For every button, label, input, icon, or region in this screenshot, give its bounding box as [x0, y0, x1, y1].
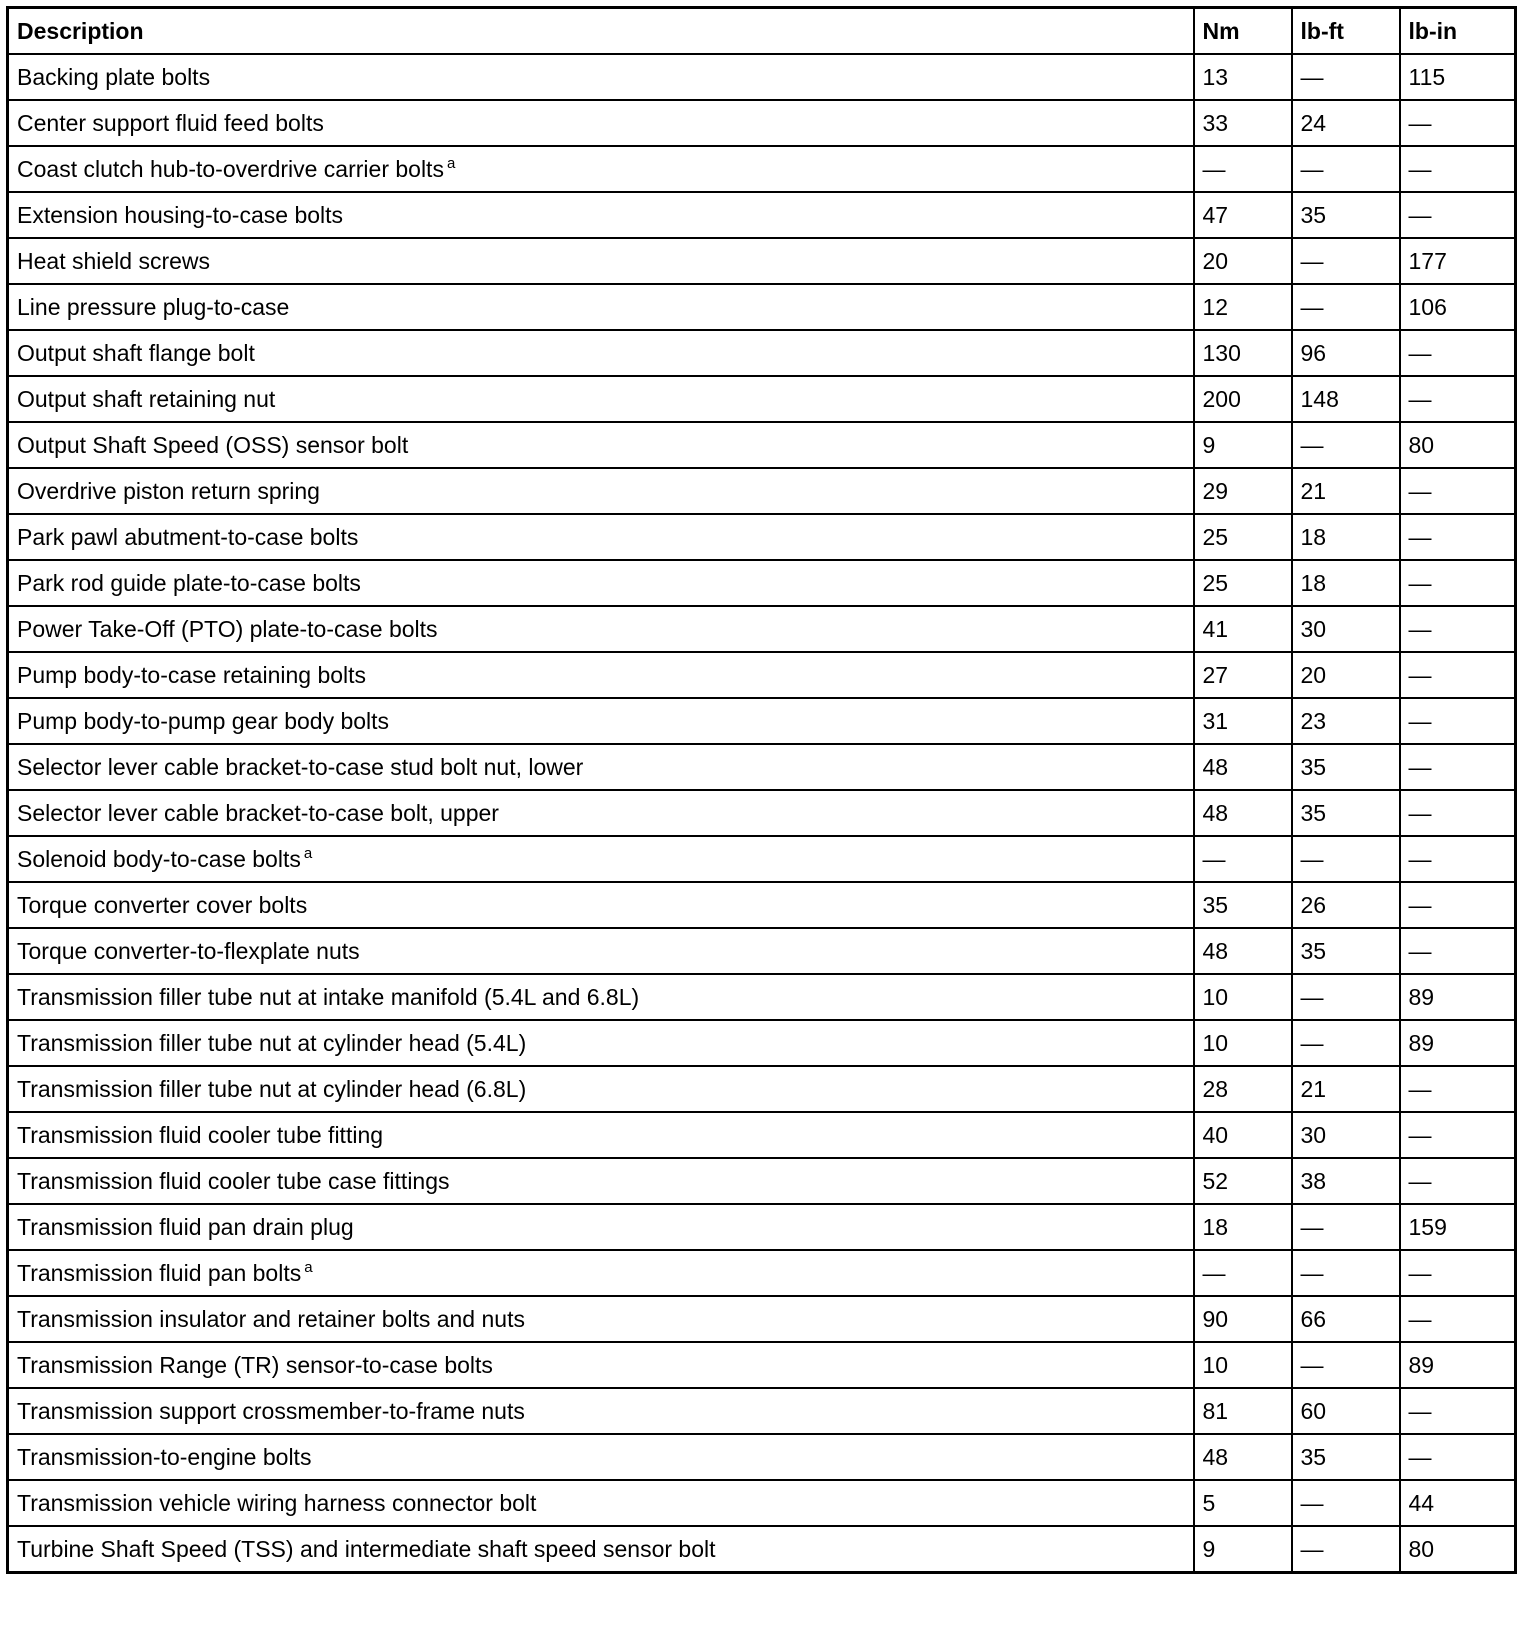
header-description: Description — [8, 8, 1194, 55]
description-cell — [8, 1204, 1194, 1250]
description-text: Overdrive piston return spring — [17, 478, 320, 504]
nm-cell: 5 — [1194, 1480, 1292, 1526]
description-text: Torque converter cover bolts — [17, 892, 308, 918]
nm-cell: 33 — [1194, 100, 1292, 146]
table-row — [8, 1296, 1516, 1342]
table-row — [8, 1204, 1516, 1250]
description-text: Transmission insulator and retainer bolts and nuts — [17, 1306, 525, 1332]
table-row — [8, 284, 1516, 330]
description-cell — [8, 146, 1194, 192]
header-nm: Nm — [1194, 8, 1292, 55]
lb-ft-cell: 30 — [1292, 1112, 1400, 1158]
description-text: Transmission vehicle wiring harness connector bolt — [17, 1490, 537, 1516]
table-row — [8, 836, 1516, 882]
lb-in-cell: — — [1400, 560, 1516, 606]
description-text: Transmission fluid pan bolts — [17, 1260, 302, 1286]
description-cell — [8, 330, 1194, 376]
header-lb-in: lb-in — [1400, 8, 1516, 55]
description-cell — [8, 1388, 1194, 1434]
nm-cell: 28 — [1194, 1066, 1292, 1112]
lb-in-cell: 89 — [1400, 1020, 1516, 1066]
lb-ft-cell: 60 — [1292, 1388, 1400, 1434]
torque-spec-table — [6, 6, 1517, 1574]
table-row — [8, 1158, 1516, 1204]
nm-cell: — — [1194, 1250, 1292, 1296]
table-row — [8, 790, 1516, 836]
nm-cell: 40 — [1194, 1112, 1292, 1158]
description-text: Pump body-to-pump gear body bolts — [17, 708, 390, 734]
nm-cell: — — [1194, 146, 1292, 192]
table-row — [8, 146, 1516, 192]
table-row — [8, 422, 1516, 468]
table-row — [8, 1434, 1516, 1480]
nm-cell: 10 — [1194, 1342, 1292, 1388]
lb-in-cell: — — [1400, 882, 1516, 928]
lb-in-cell: — — [1400, 1158, 1516, 1204]
lb-ft-cell: — — [1292, 1204, 1400, 1250]
lb-ft-cell: 26 — [1292, 882, 1400, 928]
table-row — [8, 330, 1516, 376]
lb-in-cell: 106 — [1400, 284, 1516, 330]
lb-in-cell: — — [1400, 1434, 1516, 1480]
lb-in-cell: — — [1400, 376, 1516, 422]
nm-cell: 130 — [1194, 330, 1292, 376]
description-cell — [8, 1250, 1194, 1296]
lb-in-cell: — — [1400, 1112, 1516, 1158]
header-row — [8, 8, 1516, 55]
description-text: Power Take-Off (PTO) plate-to-case bolts — [17, 616, 438, 642]
description-text: Transmission fluid cooler tube case fittings — [17, 1168, 450, 1194]
lb-in-cell: — — [1400, 698, 1516, 744]
description-text: Transmission-to-engine bolts — [17, 1444, 312, 1470]
lb-in-cell: 80 — [1400, 422, 1516, 468]
lb-in-cell: — — [1400, 744, 1516, 790]
lb-ft-cell: 20 — [1292, 652, 1400, 698]
description-text: Coast clutch hub-to-overdrive carrier bolts — [17, 156, 444, 182]
nm-cell: 10 — [1194, 1020, 1292, 1066]
nm-cell: 9 — [1194, 422, 1292, 468]
lb-in-cell: 177 — [1400, 238, 1516, 284]
table-row — [8, 468, 1516, 514]
description-cell — [8, 1342, 1194, 1388]
lb-in-cell: — — [1400, 1388, 1516, 1434]
nm-cell: 52 — [1194, 1158, 1292, 1204]
description-cell — [8, 744, 1194, 790]
nm-cell: 18 — [1194, 1204, 1292, 1250]
lb-ft-cell: 18 — [1292, 514, 1400, 560]
description-cell — [8, 606, 1194, 652]
lb-ft-cell: — — [1292, 54, 1400, 100]
description-text: Center support fluid feed bolts — [17, 110, 324, 136]
nm-cell: 90 — [1194, 1296, 1292, 1342]
description-text: Solenoid body-to-case bolts — [17, 846, 301, 872]
lb-ft-cell: — — [1292, 1342, 1400, 1388]
lb-in-cell: — — [1400, 836, 1516, 882]
table-row — [8, 1066, 1516, 1112]
description-cell — [8, 1066, 1194, 1112]
lb-ft-cell: 35 — [1292, 744, 1400, 790]
description-text: Turbine Shaft Speed (TSS) and intermediate shaft speed sensor bolt — [17, 1536, 716, 1562]
nm-cell: 48 — [1194, 744, 1292, 790]
lb-ft-cell: 30 — [1292, 606, 1400, 652]
lb-in-cell: — — [1400, 192, 1516, 238]
nm-cell: 48 — [1194, 1434, 1292, 1480]
nm-cell: 41 — [1194, 606, 1292, 652]
nm-cell: 29 — [1194, 468, 1292, 514]
lb-in-cell: — — [1400, 790, 1516, 836]
nm-cell: 47 — [1194, 192, 1292, 238]
description-cell — [8, 192, 1194, 238]
table-header — [8, 8, 1516, 55]
lb-in-cell: 80 — [1400, 1526, 1516, 1573]
table-row — [8, 1388, 1516, 1434]
nm-cell: 35 — [1194, 882, 1292, 928]
description-text: Extension housing-to-case bolts — [17, 202, 344, 228]
lb-in-cell: — — [1400, 1296, 1516, 1342]
description-text: Transmission fluid pan drain plug — [17, 1214, 354, 1240]
description-text: Transmission Range (TR) sensor-to-case bolts — [17, 1352, 493, 1378]
table-row — [8, 1480, 1516, 1526]
lb-ft-cell: — — [1292, 146, 1400, 192]
table-row — [8, 974, 1516, 1020]
nm-cell: 13 — [1194, 54, 1292, 100]
description-text: Line pressure plug-to-case — [17, 294, 290, 320]
table-body — [8, 54, 1516, 1573]
description-text: Backing plate bolts — [17, 64, 211, 90]
nm-cell: 25 — [1194, 514, 1292, 560]
table-row — [8, 514, 1516, 560]
lb-ft-cell: — — [1292, 836, 1400, 882]
lb-ft-cell: — — [1292, 1526, 1400, 1573]
table-row — [8, 376, 1516, 422]
lb-ft-cell: 23 — [1292, 698, 1400, 744]
lb-ft-cell: 35 — [1292, 790, 1400, 836]
lb-in-cell: — — [1400, 100, 1516, 146]
description-cell — [8, 560, 1194, 606]
lb-in-cell: — — [1400, 330, 1516, 376]
description-text: Output Shaft Speed (OSS) sensor bolt — [17, 432, 409, 458]
footnote-marker: a — [446, 155, 456, 173]
description-text: Torque converter-to-flexplate nuts — [17, 938, 360, 964]
table-row — [8, 698, 1516, 744]
description-text: Transmission filler tube nut at cylinder head (5.4L) — [17, 1030, 527, 1056]
lb-in-cell: — — [1400, 652, 1516, 698]
table-row — [8, 238, 1516, 284]
lb-ft-cell: 21 — [1292, 468, 1400, 514]
description-cell — [8, 514, 1194, 560]
description-text: Selector lever cable bracket-to-case bolt, upper — [17, 800, 499, 826]
lb-in-cell: — — [1400, 928, 1516, 974]
lb-ft-cell: 18 — [1292, 560, 1400, 606]
table-row — [8, 100, 1516, 146]
lb-ft-cell: 21 — [1292, 1066, 1400, 1112]
lb-ft-cell: 35 — [1292, 192, 1400, 238]
table-row — [8, 1342, 1516, 1388]
lb-in-cell: 115 — [1400, 54, 1516, 100]
nm-cell: 31 — [1194, 698, 1292, 744]
lb-ft-cell: 66 — [1292, 1296, 1400, 1342]
lb-ft-cell: — — [1292, 1250, 1400, 1296]
description-cell — [8, 1480, 1194, 1526]
lb-in-cell: — — [1400, 146, 1516, 192]
description-text: Selector lever cable bracket-to-case stud bolt nut, lower — [17, 754, 584, 780]
description-text: Transmission fluid cooler tube fitting — [17, 1122, 384, 1148]
description-cell — [8, 1158, 1194, 1204]
lb-ft-cell: — — [1292, 284, 1400, 330]
nm-cell: 9 — [1194, 1526, 1292, 1573]
description-text: Park pawl abutment-to-case bolts — [17, 524, 359, 550]
description-cell — [8, 928, 1194, 974]
description-cell — [8, 652, 1194, 698]
lb-in-cell: — — [1400, 468, 1516, 514]
table-row — [8, 1112, 1516, 1158]
table-row — [8, 560, 1516, 606]
description-cell — [8, 974, 1194, 1020]
description-text: Output shaft flange bolt — [17, 340, 255, 366]
lb-ft-cell: 24 — [1292, 100, 1400, 146]
description-cell — [8, 836, 1194, 882]
description-cell — [8, 100, 1194, 146]
description-cell — [8, 54, 1194, 100]
lb-in-cell: 89 — [1400, 974, 1516, 1020]
nm-cell: 12 — [1194, 284, 1292, 330]
table-row — [8, 1526, 1516, 1573]
table-row — [8, 928, 1516, 974]
table-row — [8, 606, 1516, 652]
description-text: Pump body-to-case retaining bolts — [17, 662, 367, 688]
description-text: Transmission filler tube nut at intake manifold (5.4L and 6.8L) — [17, 984, 640, 1010]
lb-in-cell: — — [1400, 1066, 1516, 1112]
lb-in-cell: 159 — [1400, 1204, 1516, 1250]
description-cell — [8, 376, 1194, 422]
table-row — [8, 192, 1516, 238]
nm-cell: 20 — [1194, 238, 1292, 284]
lb-ft-cell: — — [1292, 1020, 1400, 1066]
description-text: Output shaft retaining nut — [17, 386, 276, 412]
table-row — [8, 652, 1516, 698]
description-cell — [8, 790, 1194, 836]
lb-ft-cell: 96 — [1292, 330, 1400, 376]
description-cell — [8, 882, 1194, 928]
nm-cell: 48 — [1194, 928, 1292, 974]
lb-in-cell: — — [1400, 606, 1516, 652]
lb-ft-cell: 35 — [1292, 1434, 1400, 1480]
description-cell — [8, 1020, 1194, 1066]
description-cell — [8, 238, 1194, 284]
nm-cell: 25 — [1194, 560, 1292, 606]
description-cell — [8, 284, 1194, 330]
description-cell — [8, 1526, 1194, 1573]
description-text: Heat shield screws — [17, 248, 211, 274]
lb-in-cell: — — [1400, 1250, 1516, 1296]
nm-cell: 27 — [1194, 652, 1292, 698]
description-text: Park rod guide plate-to-case bolts — [17, 570, 361, 596]
table-row — [8, 54, 1516, 100]
lb-in-cell: — — [1400, 514, 1516, 560]
description-cell — [8, 1112, 1194, 1158]
description-cell — [8, 1434, 1194, 1480]
table-row — [8, 882, 1516, 928]
nm-cell: 10 — [1194, 974, 1292, 1020]
lb-ft-cell: 35 — [1292, 928, 1400, 974]
table-row — [8, 1250, 1516, 1296]
description-cell — [8, 698, 1194, 744]
table-row — [8, 744, 1516, 790]
nm-cell: 81 — [1194, 1388, 1292, 1434]
lb-in-cell: 44 — [1400, 1480, 1516, 1526]
lb-ft-cell: — — [1292, 238, 1400, 284]
lb-in-cell: 89 — [1400, 1342, 1516, 1388]
nm-cell: — — [1194, 836, 1292, 882]
lb-ft-cell: 148 — [1292, 376, 1400, 422]
footnote-marker: a — [303, 845, 313, 863]
lb-ft-cell: — — [1292, 974, 1400, 1020]
lb-ft-cell: — — [1292, 1480, 1400, 1526]
description-text: Transmission support crossmember-to-frame nuts — [17, 1398, 525, 1424]
lb-ft-cell: 38 — [1292, 1158, 1400, 1204]
description-text: Transmission filler tube nut at cylinder head (6.8L) — [17, 1076, 527, 1102]
nm-cell: 48 — [1194, 790, 1292, 836]
nm-cell: 200 — [1194, 376, 1292, 422]
description-cell — [8, 1296, 1194, 1342]
header-lb-ft: lb-ft — [1292, 8, 1400, 55]
description-cell — [8, 468, 1194, 514]
table-row — [8, 1020, 1516, 1066]
lb-ft-cell: — — [1292, 422, 1400, 468]
description-cell — [8, 422, 1194, 468]
footnote-marker: a — [304, 1259, 313, 1277]
